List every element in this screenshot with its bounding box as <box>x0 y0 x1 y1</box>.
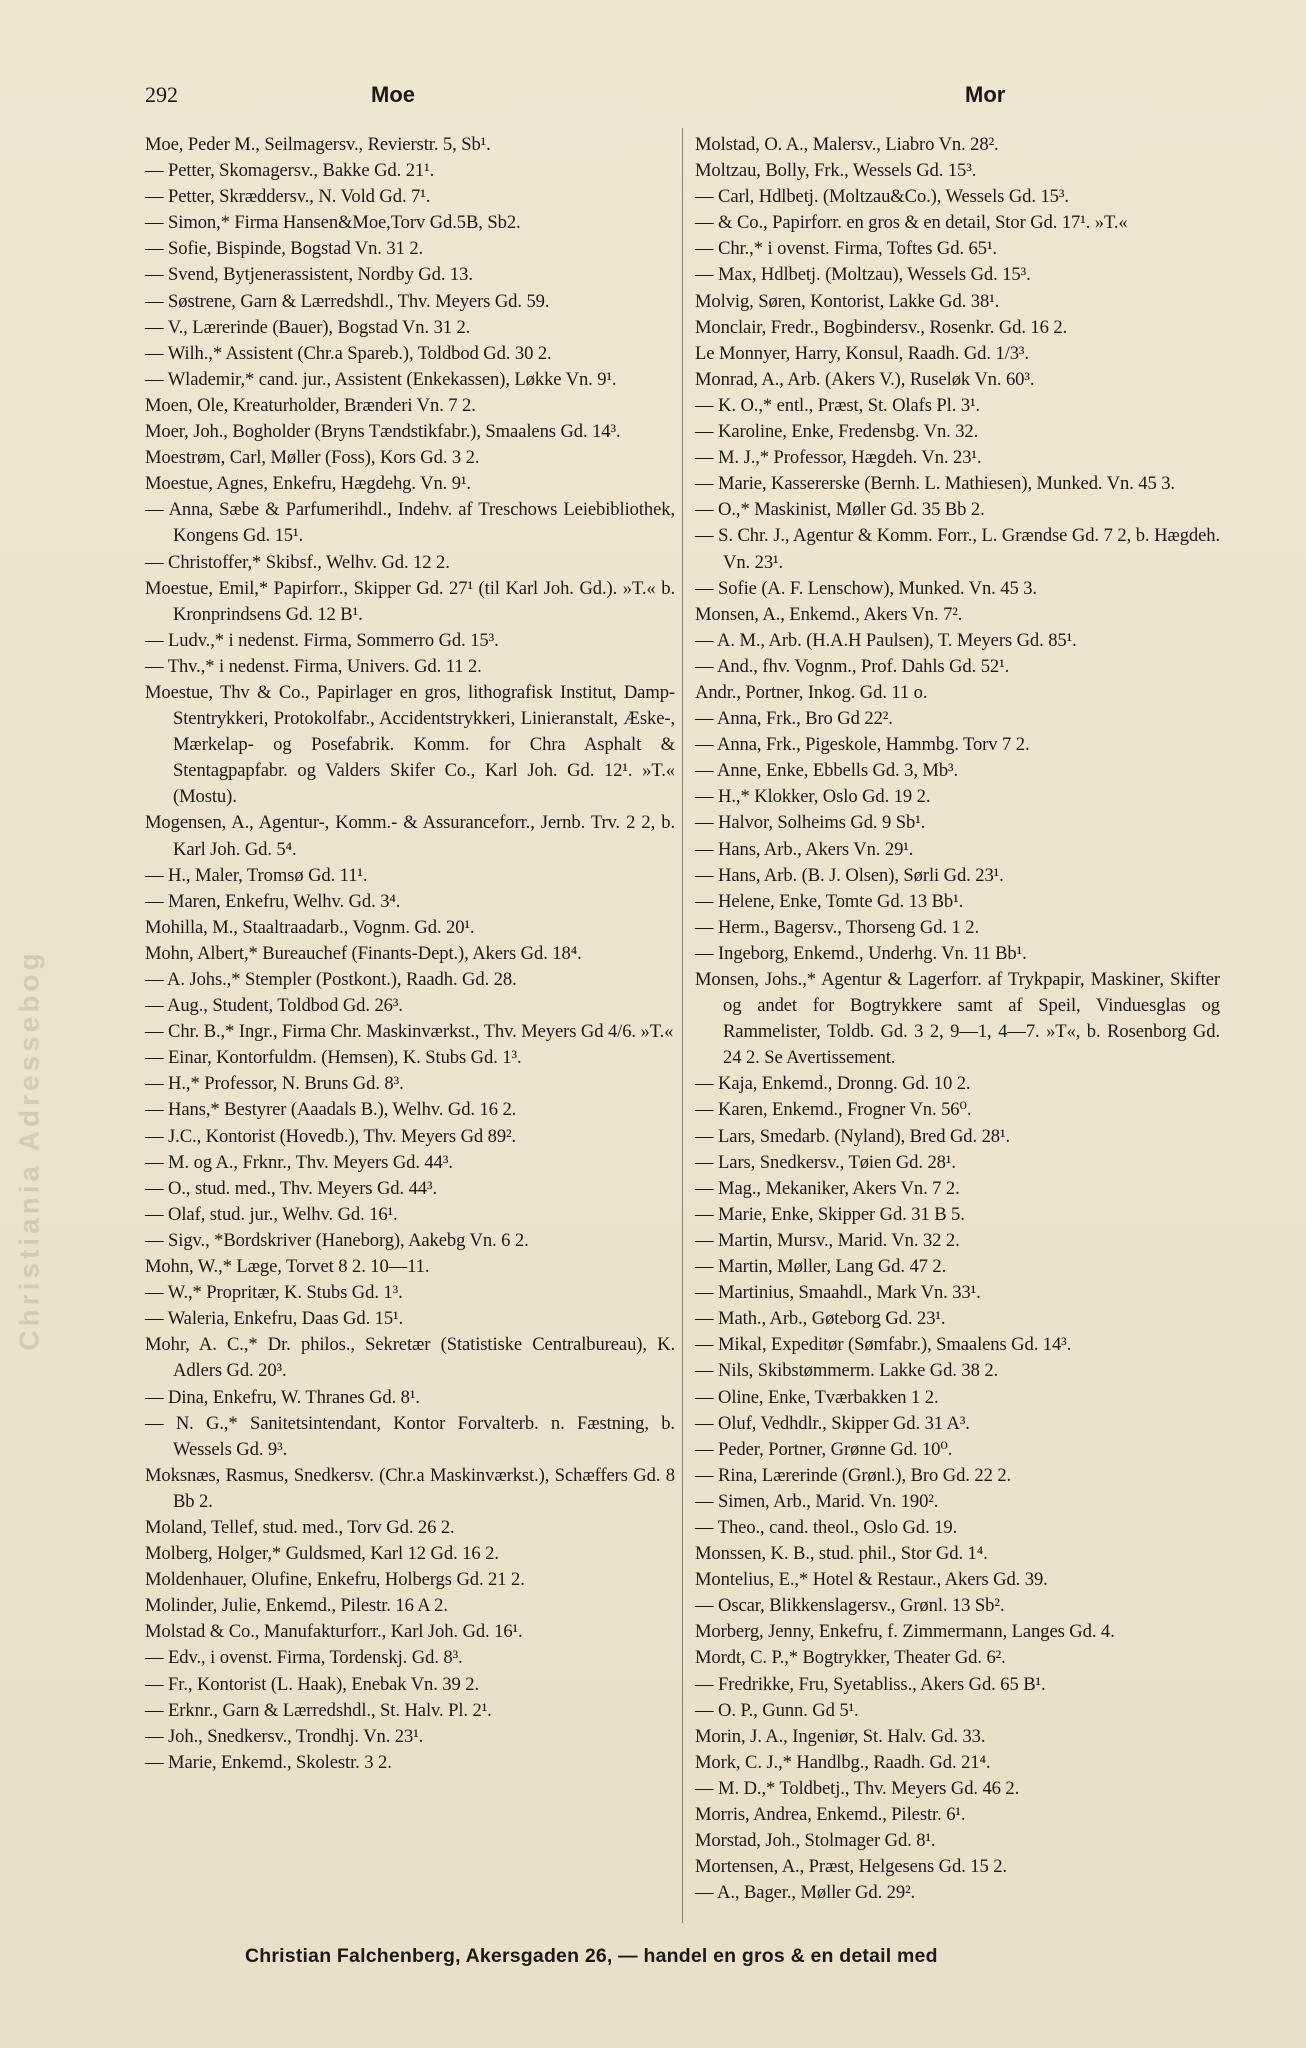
left-keyword: Moe <box>371 82 415 107</box>
directory-entry: — Chr. B.,* Ingr., Firma Chr. Maskinværkst., Thv. Meyers Gd 4/6. »T.« <box>145 1021 674 1043</box>
directory-entry: Moer, Joh., Bogholder (Bryns Tændstikfabr.), Smaalens Gd. 14³. <box>145 421 621 443</box>
directory-entry: — Waleria, Enkefru, Daas Gd. 15¹. <box>145 1308 404 1330</box>
directory-entry: — Christoffer,* Skibsf., Welhv. Gd. 12 2. <box>145 551 450 573</box>
directory-entry: — M. D.,* Toldbetj., Thv. Meyers Gd. 46 2. <box>695 1777 1020 1799</box>
directory-entry: Mortensen, A., Præst, Helgesens Gd. 15 2. <box>695 1856 1007 1878</box>
directory-entry: Mohn, W.,* Læge, Torvet 8 2. 10—11. <box>145 1256 430 1278</box>
directory-entry: — Oscar, Blikkenslagersv., Grønl. 13 Sb². <box>695 1595 1005 1617</box>
directory-entry: Molvig, Søren, Kontorist, Lakke Gd. 38¹. <box>695 290 1000 312</box>
directory-entry: — Martin, Mursv., Marid. Vn. 32 2. <box>695 1229 960 1251</box>
directory-entry: Moltzau, Bolly, Frk., Wessels Gd. 15³. <box>695 160 977 182</box>
directory-entry: — Max, Hdlbetj. (Moltzau), Wessels Gd. 15³. <box>695 264 1031 286</box>
directory-entry: Mogensen, A., Agentur-, Komm.- & Assuranceforr., Jernb. Trv. 2 2, b. Karl Joh. Gd. 5⁴. <box>145 812 675 860</box>
directory-entry: — Helene, Enke, Tomte Gd. 13 Bb¹. <box>695 890 964 912</box>
directory-entry: — Joh., Snedkersv., Trondhj. Vn. 23¹. <box>145 1725 424 1747</box>
directory-entry: Molstad, O. A., Malersv., Liabro Vn. 28². <box>695 134 999 155</box>
directory-entry: Moe, Peder M., Seilmagersv., Revierstr. 5, Sb¹. <box>145 134 491 155</box>
directory-entry: — Rina, Lærerinde (Grønl.), Bro Gd. 22 2. <box>695 1464 1012 1486</box>
directory-entry: Molstad & Co., Manufakturforr., Karl Joh. Gd. 16¹. <box>145 1621 523 1643</box>
directory-entry: — O.,* Maskinist, Møller Gd. 35 Bb 2. <box>695 499 985 521</box>
directory-entry: — Mikal, Expeditør (Sømfabr.), Smaalens Gd. 14³. <box>695 1334 1072 1356</box>
directory-entry: — Ludv.,* i nedenst. Firma, Sommerro Gd. 15³. <box>145 629 499 651</box>
directory-entry: — Fredrikke, Fru, Syetabliss., Akers Gd. 65 B¹. <box>695 1673 1046 1695</box>
directory-entry: — Wilh.,* Assistent (Chr.a Spareb.), Toldbod Gd. 30 2. <box>145 342 552 364</box>
directory-entry: Le Monnyer, Harry, Konsul, Raadh. Gd. 1/3³. <box>695 342 1029 364</box>
right-column <box>695 132 1220 1918</box>
directory-entry: — Marie, Enkemd., Skolestr. 3 2. <box>145 1751 392 1773</box>
directory-entry: Monrad, A., Arb. (Akers V.), Ruseløk Vn. 60³. <box>695 368 1035 390</box>
directory-entry: — Halvor, Solheims Gd. 9 Sb¹. <box>695 812 926 834</box>
directory-entry: Moestue, Agnes, Enkefru, Hægdehg. Vn. 9¹. <box>145 473 471 495</box>
footer-advert: Christian Falchenberg, Akersgaden 26, — handel en gros & en detail med <box>245 1945 938 1967</box>
directory-entry: — Simen, Arb., Marid. Vn. 190². <box>695 1490 939 1512</box>
directory-entry: — Anne, Enke, Ebbells Gd. 3, Mb³. <box>695 760 959 782</box>
directory-entry: — Sofie, Bispinde, Bogstad Vn. 31 2. <box>145 238 424 260</box>
directory-entry: Moland, Tellef, stud. med., Torv Gd. 26 2. <box>145 1516 455 1538</box>
directory-entry: — H., Maler, Tromsø Gd. 11¹. <box>145 864 368 886</box>
directory-entry: Monclair, Fredr., Bogbindersv., Rosenkr. Gd. 16 2. <box>695 316 1068 338</box>
directory-entry: Monsen, A., Enkemd., Akers Vn. 7². <box>695 603 963 625</box>
directory-entry: — Martin, Møller, Lang Gd. 47 2. <box>695 1256 947 1278</box>
directory-entry: — H.,* Professor, N. Bruns Gd. 8³. <box>145 1073 404 1095</box>
directory-entry: — Hans, Arb., Akers Vn. 29¹. <box>695 838 914 860</box>
directory-entry: — Oline, Enke, Tværbakken 1 2. <box>695 1386 939 1408</box>
directory-entry: — Aug., Student, Toldbod Gd. 26³. <box>145 995 403 1017</box>
directory-entry: — Dina, Enkefru, W. Thranes Gd. 8¹. <box>145 1386 420 1408</box>
side-watermark: Christiania Adressebog <box>14 949 46 1351</box>
directory-entry: — Simon,* Firma Hansen&Moe,Torv Gd.5B, Sb2. <box>145 212 521 234</box>
directory-entry: — Sigv., *Bordskriver (Haneborg), Aakebg Vn. 6 2. <box>145 1229 529 1251</box>
directory-entry: — V., Lærerinde (Bauer), Bogstad Vn. 31 2. <box>145 316 471 338</box>
directory-entry: Moldenhauer, Olufine, Enkefru, Holbergs Gd. 21 2. <box>145 1569 525 1591</box>
directory-entry: Molinder, Julie, Enkemd., Pilestr. 16 A 2. <box>145 1595 448 1617</box>
directory-entry: — Kaja, Enkemd., Dronng. Gd. 10 2. <box>695 1073 971 1095</box>
directory-entry: Moestrøm, Carl, Møller (Foss), Kors Gd. 3 2. <box>145 447 480 469</box>
directory-entry: — Lars, Smedarb. (Nyland), Bred Gd. 28¹. <box>695 1125 1011 1147</box>
directory-entry: — W.,* Propritær, K. Stubs Gd. 1³. <box>145 1282 403 1304</box>
directory-entry: — Chr.,* i ovenst. Firma, Toftes Gd. 65¹. <box>695 238 997 260</box>
directory-entry: Moen, Ole, Kreaturholder, Brænderi Vn. 7 2. <box>145 394 476 416</box>
directory-entry: — Erknr., Garn & Lærredshdl., St. Halv. Pl. 2¹. <box>145 1699 492 1721</box>
directory-entry: — S. Chr. J., Agentur & Komm. Forr., L. Grændse Gd. 7 2, b. Hægdeh. Vn. 23¹. <box>695 525 1220 573</box>
directory-entry: — Marie, Kassererske (Bernh. L. Mathiesen), Munked. Vn. 45 3. <box>695 473 1175 495</box>
directory-entry: — Olaf, stud. jur., Welhv. Gd. 16¹. <box>145 1203 398 1225</box>
directory-entry: — Edv., i ovenst. Firma, Tordenskj. Gd. 8³. <box>145 1647 463 1669</box>
directory-entry: — J.C., Kontorist (Hovedb.), Thv. Meyers Gd 89². <box>145 1125 517 1147</box>
directory-entry: — Nils, Skibstømmerm. Lakke Gd. 38 2. <box>695 1360 999 1382</box>
directory-entry: Mordt, C. P.,* Bogtrykker, Theater Gd. 6². <box>695 1647 1006 1669</box>
directory-entry: — Ingeborg, Enkemd., Underhg. Vn. 11 Bb¹. <box>695 942 1027 964</box>
directory-entry: Mork, C. J.,* Handlbg., Raadh. Gd. 21⁴. <box>695 1751 991 1773</box>
directory-entry: — Wlademir,* cand. jur., Assistent (Enkekassen), Løkke Vn. 9¹. <box>145 368 617 390</box>
left-column <box>145 132 675 1918</box>
directory-entry: — Karen, Enkemd., Frogner Vn. 56⁰. <box>695 1099 972 1121</box>
directory-entry: — Mag., Mekaniker, Akers Vn. 7 2. <box>695 1177 960 1199</box>
directory-entry: — O., stud. med., Thv. Meyers Gd. 44³. <box>145 1177 438 1199</box>
directory-entry: Mohn, Albert,* Bureauchef (Finants-Dept.), Akers Gd. 18⁴. <box>145 942 582 964</box>
directory-entry: — Søstrene, Garn & Lærredshdl., Thv. Meyers Gd. 59. <box>145 290 550 312</box>
right-keyword: Mor <box>965 82 1006 107</box>
directory-entry: Morstad, Joh., Stolmager Gd. 8¹. <box>695 1830 936 1852</box>
directory-entry: — Fr., Kontorist (L. Haak), Enebak Vn. 39 2. <box>145 1673 480 1695</box>
directory-entry: Molberg, Holger,* Guldsmed, Karl 12 Gd. 16 2. <box>145 1543 499 1565</box>
directory-entry: Andr., Portner, Inkog. Gd. 11 o. <box>695 681 928 703</box>
directory-entry: — Peder, Portner, Grønne Gd. 10⁰. <box>695 1438 953 1460</box>
column-divider <box>682 128 683 1923</box>
directory-entry: — A., Bager., Møller Gd. 29². <box>695 1882 916 1904</box>
directory-entry: — Carl, Hdlbetj. (Moltzau&Co.), Wessels Gd. 15³. <box>695 186 1069 208</box>
directory-entry: — Petter, Skomagersv., Bakke Gd. 21¹. <box>145 160 435 182</box>
directory-entry: — Anna, Frk., Pigeskole, Hammbg. Torv 7 2. <box>695 734 1030 756</box>
directory-entry: — Hans,* Bestyrer (Aaadals B.), Welhv. Gd. 16 2. <box>145 1099 517 1121</box>
directory-entry: — Maren, Enkefru, Welhv. Gd. 3⁴. <box>145 890 401 912</box>
directory-entry: Mohilla, M., Staaltraadarb., Vognm. Gd. 20¹. <box>145 916 475 938</box>
directory-entry: — Anna, Sæbe & Parfumerihdl., Indehv. af Treschows Leiebibliothek, Kongens Gd. 15¹. <box>145 499 675 547</box>
page-number: 292 <box>145 82 178 107</box>
directory-entry: — Thv.,* i nedenst. Firma, Univers. Gd. 11 2. <box>145 655 482 677</box>
directory-entry: — Marie, Enke, Skipper Gd. 31 B 5. <box>695 1203 965 1225</box>
directory-entry: — M. og A., Frknr., Thv. Meyers Gd. 44³. <box>145 1151 453 1173</box>
directory-entry: — N. G.,* Sanitetsintendant, Kontor Forvalterb. n. Fæstning, b. Wessels Gd. 9³. <box>145 1412 675 1460</box>
directory-entry: Monsen, Johs.,* Agentur & Lagerforr. af Trykpapir, Maskiner, Skifter og andet for Bogtrykkere samt af Speil, Vinduesglas og Rammelister, Toldb. Gd. 3 2, 9—1, 4—7. »T«, b. Rosenborg Gd. 24 2. Se Avertissement. <box>695 969 1220 1069</box>
directory-entry: Moestue, Thv & Co., Papirlager en gros, lithografisk Institut, Damp-Stentrykkeri, Protokolfabr., Accidentstrykkeri, Linieranstalt, Æske-, Mærkelap- og Posefabrik. Komm. for Chra Asphalt & Stentagpapfabr. og Valders Skifer Co., Karl Joh. Gd. 12¹. »T.« (Mostu). <box>145 681 675 808</box>
directory-entry: Moestue, Emil,* Papirforr., Skipper Gd. 27¹ (til Karl Joh. Gd.). »T.« b. Kronprindsens Gd. 12 B¹. <box>145 577 675 625</box>
directory-entry: Morris, Andrea, Enkemd., Pilestr. 6¹. <box>695 1804 966 1825</box>
directory-entry: — Theo., cand. theol., Oslo Gd. 19. <box>695 1516 958 1538</box>
directory-entry: — O. P., Gunn. Gd 5¹. <box>695 1699 859 1721</box>
directory-entry: — H.,* Klokker, Oslo Gd. 19 2. <box>695 786 931 808</box>
directory-entry: — & Co., Papirforr. en gros & en detail, Stor Gd. 17¹. »T.« <box>695 212 1128 234</box>
directory-entry: — K. O.,* entl., Præst, St. Olafs Pl. 3¹. <box>695 394 981 416</box>
directory-entry: — Anna, Frk., Bro Gd 22². <box>695 708 893 730</box>
directory-entry: — Math., Arb., Gøteborg Gd. 23¹. <box>695 1308 946 1330</box>
directory-entry: — Sofie (A. F. Lenschow), Munked. Vn. 45 3. <box>695 577 1037 599</box>
directory-entry: Mohr, A. C.,* Dr. philos., Sekretær (Statistiske Centralbureau), K. Adlers Gd. 20³. <box>145 1334 675 1382</box>
directory-entry: — Martinius, Smaahdl., Mark Vn. 33¹. <box>695 1282 981 1304</box>
directory-entry: — Herm., Bagersv., Thorseng Gd. 1 2. <box>695 916 980 938</box>
directory-entry: Moksnæs, Rasmus, Snedkersv. (Chr.a Maskinværkst.), Schæffers Gd. 8 Bb 2. <box>145 1464 675 1512</box>
directory-entry: — Petter, Skræddersv., N. Vold Gd. 7¹. <box>145 186 431 208</box>
directory-entry: Monssen, K. B., stud. phil., Stor Gd. 1⁴. <box>695 1543 988 1565</box>
directory-entry: — Hans, Arb. (B. J. Olsen), Sørli Gd. 23¹. <box>695 864 1004 886</box>
directory-entry: — Lars, Snedkersv., Tøien Gd. 28¹. <box>695 1151 956 1173</box>
directory-entry: — Oluf, Vedhdlr., Skipper Gd. 31 A³. <box>695 1412 970 1434</box>
directory-entry: — And., fhv. Vognm., Prof. Dahls Gd. 52¹. <box>695 655 1010 677</box>
directory-entry: Morberg, Jenny, Enkefru, f. Zimmermann, Langes Gd. 4. <box>695 1621 1115 1643</box>
directory-entry: — A. M., Arb. (H.A.H Paulsen), T. Meyers Gd. 85¹. <box>695 629 1077 651</box>
directory-entry: — A. Johs.,* Stempler (Postkont.), Raadh. Gd. 28. <box>145 969 517 990</box>
directory-entry: — Svend, Bytjenerassistent, Nordby Gd. 13. <box>145 264 473 286</box>
directory-entry: — Einar, Kontorfuldm. (Hemsen), K. Stubs Gd. 1³. <box>145 1047 522 1069</box>
directory-entry: — M. J.,* Professor, Hægdeh. Vn. 23¹. <box>695 447 982 469</box>
directory-entry: Morin, J. A., Ingeniør, St. Halv. Gd. 33. <box>695 1725 986 1747</box>
directory-entry: — Karoline, Enke, Fredensbg. Vn. 32. <box>695 421 979 443</box>
directory-entry: Montelius, E.,* Hotel & Restaur., Akers Gd. 39. <box>695 1569 1048 1591</box>
page-header <box>145 82 1126 122</box>
